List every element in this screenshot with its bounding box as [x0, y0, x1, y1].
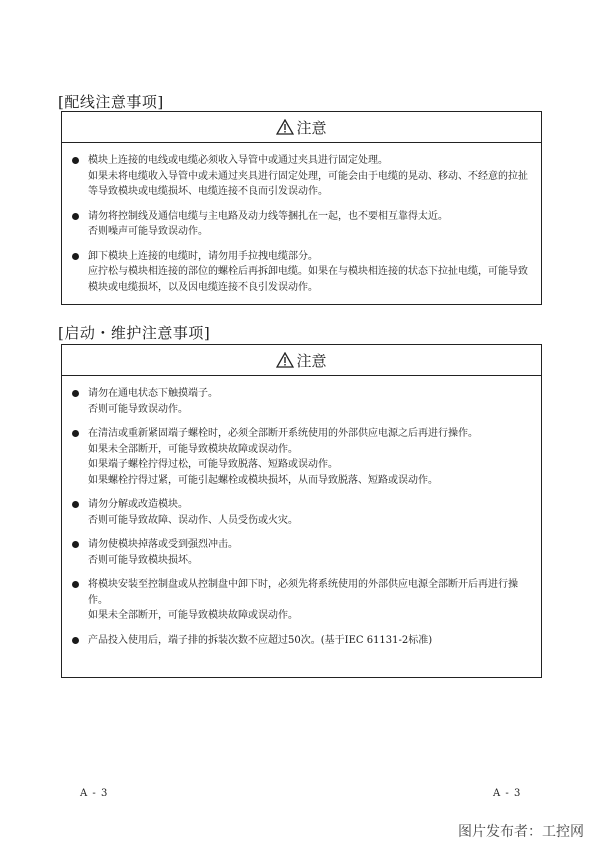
caution-line: 产品投入使用后，端子排的拆装次数不应超过50次。(基于IEC 61131-2标准): [88, 634, 433, 646]
caution-line: 作。: [88, 594, 108, 606]
caution-line: 请勿在通电状态下触摸端子。: [88, 388, 218, 399]
caution-label: 注意: [296, 351, 327, 370]
page-number-right: A - 3: [493, 788, 522, 799]
caution-line: 如果端子螺栓拧得过松，可能导致脱落、短路或误动作。: [88, 459, 338, 470]
bullet-dot-icon: [72, 213, 79, 220]
bullet-dot-icon: [72, 390, 79, 397]
caution-item: [70, 537, 527, 568]
caution-line: 等导致模块或电缆损坏、电缆连接不良而引发误动作。: [88, 186, 328, 197]
bullet-dot-icon: [72, 157, 79, 164]
caution-list: [62, 376, 541, 663]
caution-line: 如果未全部断开，可能导致模块故障或误动作。: [88, 443, 298, 455]
caution-line: 应拧松与模块相连接的部位的螺栓后再拆卸电缆。如果在与模块相连接的状态下拉扯电缆，可能导致: [88, 266, 528, 277]
caution-item: [70, 249, 527, 296]
caution-item: [70, 633, 527, 649]
caution-item: [70, 426, 527, 488]
section-title-startup-maintenance: [启动・维护注意事项]: [58, 324, 211, 342]
watermark: 图片发布者：工控网: [458, 824, 584, 840]
bullet-dot-icon: [72, 637, 79, 644]
caution-line: 在清洁或重新紧固端子螺栓时，必须全部断开系统使用的外部供应电源之后再进行操作。: [88, 428, 478, 439]
caution-line: 模块或电缆损坏，以及因电缆连接不良引发误动作。: [88, 281, 318, 293]
caution-list: [62, 143, 541, 310]
caution-line: 否则可能导致误动作。: [88, 403, 188, 415]
caution-line: 如果未全部断开，可能导致模块故障或误动作。: [88, 610, 298, 621]
bullet-dot-icon: [72, 253, 79, 260]
caution-line: 否则可能导致模块损坏。: [88, 554, 198, 566]
caution-header: [62, 112, 541, 143]
caution-line: 将模块安装至控制盘或从控制盘中卸下时，必须先将系统使用的外部供应电源全部断开后再进行操: [88, 579, 518, 590]
bullet-dot-icon: [72, 581, 79, 588]
caution-line: 请勿分解或改造模块。: [88, 499, 188, 510]
caution-item: [70, 209, 527, 240]
warning-triangle-icon: [276, 352, 294, 368]
caution-item: [70, 577, 527, 624]
caution-line: 卸下模块上连接的电缆时，请勿用手拉拽电缆部分。: [88, 250, 318, 262]
caution-header: [62, 345, 541, 376]
caution-line: 模块上连接的电线或电缆必须收入导管中或通过夹具进行固定处理。: [88, 155, 388, 166]
caution-item: [70, 497, 527, 528]
caution-box-wiring: [61, 111, 542, 305]
caution-item: [70, 386, 527, 417]
caution-line: 否则噪声可能导致误动作。: [88, 226, 208, 237]
bullet-dot-icon: [72, 541, 79, 548]
caution-line: 如果螺栓拧得过紧，可能引起螺栓或模块损坏，从而导致脱落、短路或误动作。: [88, 474, 438, 486]
caution-line: 请勿将控制线及通信电缆与主电路及动力线等捆扎在一起，也不要相互靠得太近。: [88, 210, 448, 222]
caution-line: 请勿使模块掉落或受到强烈冲击。: [88, 539, 238, 550]
page-number-left: A - 3: [80, 788, 109, 799]
bullet-dot-icon: [72, 430, 79, 437]
caution-label: 注意: [296, 118, 327, 137]
caution-line: 否则可能导致故障、误动作、人员受伤或火灾。: [88, 514, 298, 526]
bullet-dot-icon: [72, 501, 79, 508]
section-title-wiring: [配线注意事项]: [58, 93, 164, 111]
caution-item: [70, 153, 527, 200]
caution-box-startup-maintenance: [61, 344, 542, 678]
warning-triangle-icon: [276, 119, 294, 135]
caution-line: 如果未将电缆收入导管中或未通过夹具进行固定处理，可能会由于电缆的晃动、移动、不经意的拉扯: [88, 170, 528, 182]
